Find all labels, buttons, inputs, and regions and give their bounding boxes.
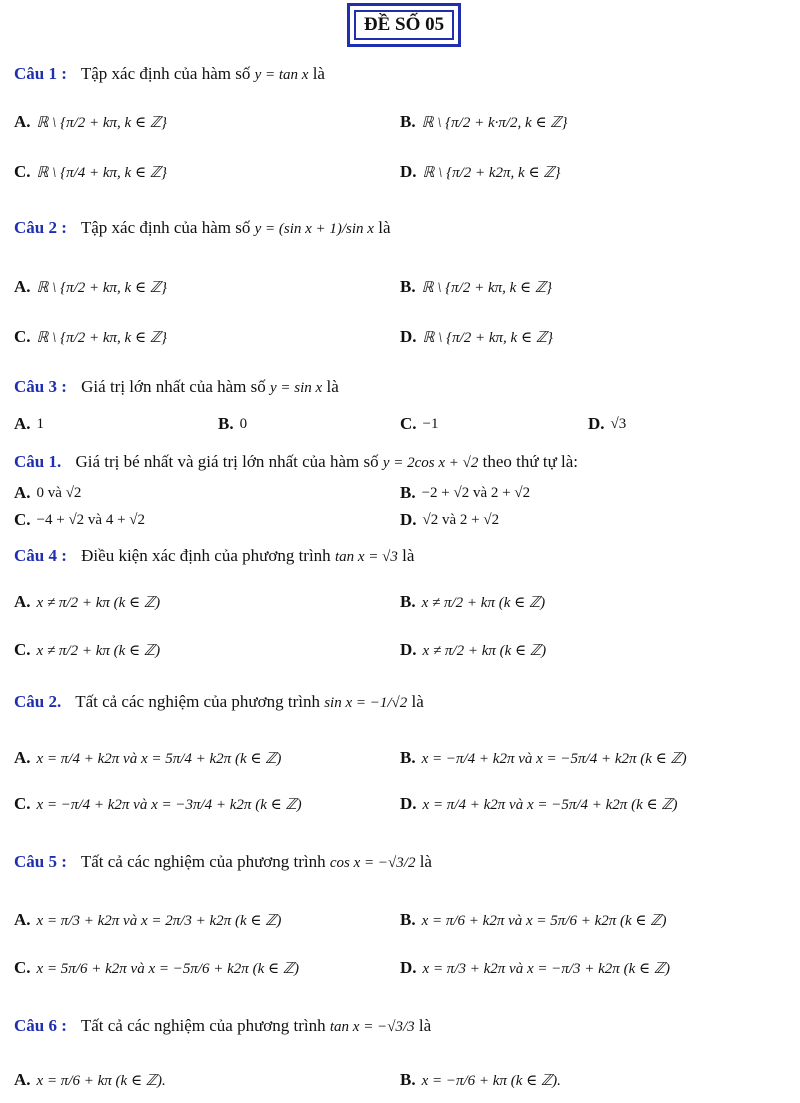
question-suffix: là [378,218,391,237]
option-letter: D. [400,794,417,813]
option-value: x = −π/6 + kπ (k ∈ ℤ). [421,1072,561,1089]
question-label: Câu 1 : [14,64,67,83]
option-value: x = 5π/6 + k2π và x = −5π/6 + k2π (k ∈ ℤ) [36,960,299,977]
option-letter: A. [14,748,31,767]
question-expr: cos x = −√3/2 [329,855,416,871]
option-letter: C. [14,510,31,529]
question-label: Câu 5 : [14,852,67,871]
option-letter: B. [400,748,416,767]
question-label: Câu 3 : [14,377,67,396]
option-value: x ≠ π/2 + kπ (k ∈ ℤ) [36,642,161,659]
option-value: x = −π/4 + k2π và x = −5π/4 + k2π (k ∈ ℤ) [421,750,687,767]
option-letter: B. [400,592,416,611]
option-value: 0 và √2 [36,484,82,501]
option-value: ℝ \ {π/2 + kπ, k ∈ ℤ} [36,114,167,131]
question-text: Giá trị bé nhất và giá trị lớn nhất của hàm số [75,452,379,471]
option-c[interactable] [14,510,145,530]
option-c[interactable] [14,162,167,182]
option-value: ℝ \ {π/2 + kπ, k ∈ ℤ} [36,329,167,346]
question-label: Câu 1. [14,452,62,471]
question-label: Câu 2. [14,692,62,711]
option-b[interactable] [218,414,247,434]
option-c[interactable] [14,640,160,660]
question-5 [14,546,414,566]
question-text: Tất cả các nghiệm của phương trình [80,852,326,871]
option-letter: B. [400,277,416,296]
option-a[interactable] [14,910,281,930]
option-letter: A. [14,112,31,131]
question-suffix: là [419,852,432,871]
option-letter: A. [14,277,31,296]
option-letter: D. [400,510,417,529]
option-value: ℝ \ {π/2 + kπ, k ∈ ℤ} [422,329,553,346]
option-b[interactable] [400,748,687,768]
option-value: −1 [422,415,439,432]
option-value: ℝ \ {π/4 + kπ, k ∈ ℤ} [36,164,167,181]
option-letter: A. [14,1070,31,1089]
option-b[interactable] [400,910,666,930]
option-value: x = π/6 + kπ (k ∈ ℤ). [36,1072,166,1089]
option-d[interactable] [400,958,670,978]
option-d[interactable] [400,640,546,660]
page-title: ĐỀ SỐ 05 [354,10,454,40]
option-value: x ≠ π/2 + kπ (k ∈ ℤ) [422,642,547,659]
option-a[interactable] [14,277,167,297]
option-d[interactable] [400,327,553,347]
question-expr: y = (sin x + 1)/sin x [254,221,374,237]
question-suffix: là [402,546,415,565]
question-expr: y = 2cos x + √2 [382,455,479,471]
option-value: x = −π/4 + k2π và x = −3π/4 + k2π (k ∈ ℤ) [36,796,302,813]
option-letter: C. [14,640,31,659]
question-6 [14,692,424,712]
option-value: x = π/6 + k2π và x = 5π/6 + k2π (k ∈ ℤ) [421,912,667,929]
option-value: x ≠ π/2 + kπ (k ∈ ℤ) [36,594,161,611]
option-letter: C. [14,794,31,813]
title-box [347,3,461,47]
question-text: Giá trị lớn nhất của hàm số [81,377,266,396]
option-b[interactable] [400,592,545,612]
question-suffix: là [411,692,424,711]
option-letter: D. [400,958,417,977]
option-value: ℝ \ {π/2 + k·π/2, k ∈ ℤ} [421,114,568,131]
option-a[interactable] [14,592,160,612]
option-c[interactable] [14,327,167,347]
option-value: 1 [36,415,45,432]
option-b[interactable] [400,1070,561,1090]
question-1 [14,64,325,84]
option-d[interactable] [400,162,560,182]
question-suffix: theo thứ tự là: [482,452,579,471]
option-value: x = π/4 + k2π và x = 5π/4 + k2π (k ∈ ℤ) [36,750,282,767]
question-label: Câu 4 : [14,546,67,565]
option-value: x = π/3 + k2π và x = 2π/3 + k2π (k ∈ ℤ) [36,912,282,929]
option-b[interactable] [400,277,552,297]
option-letter: B. [218,414,234,433]
option-letter: C. [400,414,417,433]
option-value: −2 + √2 và 2 + √2 [421,484,531,501]
question-text: Tập xác định của hàm số [80,64,251,83]
question-expr: y = sin x [270,380,323,396]
question-expr: tan x = √3 [334,549,398,565]
question-expr: tan x = −√3/3 [329,1019,415,1035]
option-d[interactable] [400,510,499,530]
option-letter: A. [14,483,31,502]
option-value: −4 + √2 và 4 + √2 [36,511,146,528]
question-text: Tất cả các nghiệm của phương trình [75,692,320,711]
question-2 [14,218,391,238]
option-d[interactable] [588,414,626,434]
option-a[interactable] [14,483,81,503]
question-label: Câu 2 : [14,218,67,237]
option-c[interactable] [14,794,302,814]
option-letter: B. [400,1070,416,1089]
option-a[interactable] [14,1070,166,1090]
option-value: x = π/4 + k2π và x = −5π/4 + k2π (k ∈ ℤ) [422,796,678,813]
option-letter: B. [400,910,416,929]
question-suffix: là [312,64,325,83]
option-c[interactable] [400,414,439,434]
option-letter: A. [14,414,31,433]
option-letter: C. [14,162,31,181]
option-letter: D. [400,640,417,659]
option-letter: D. [400,162,417,181]
option-a[interactable] [14,112,167,132]
question-text: Điều kiện xác định của phương trình [81,546,331,565]
question-4 [14,452,578,472]
question-7 [14,852,432,872]
option-letter: B. [400,112,416,131]
option-value: ℝ \ {π/2 + kπ, k ∈ ℤ} [36,279,167,296]
question-text: Tất cả các nghiệm của phương trình [80,1016,326,1035]
option-letter: C. [14,327,31,346]
option-b[interactable] [400,112,567,132]
option-value: 0 [239,415,248,432]
question-suffix: là [326,377,339,396]
option-b[interactable] [400,483,530,503]
option-letter: B. [400,483,416,502]
option-value: ℝ \ {π/2 + k2π, k ∈ ℤ} [422,164,561,181]
option-letter: A. [14,910,31,929]
option-value: ℝ \ {π/2 + kπ, k ∈ ℤ} [421,279,553,296]
option-letter: C. [14,958,31,977]
option-value: x = π/3 + k2π và x = −π/3 + k2π (k ∈ ℤ) [422,960,670,977]
option-value: √3 [610,415,627,432]
question-expr: sin x = −1/√2 [324,695,408,711]
question-suffix: là [418,1016,432,1035]
question-8 [14,1016,431,1036]
question-expr: y = tan x [254,67,309,83]
question-text: Tập xác định của hàm số [80,218,251,237]
question-label: Câu 6 : [14,1016,67,1035]
option-letter: D. [588,414,605,433]
option-c[interactable] [14,958,299,978]
option-a[interactable] [14,748,281,768]
question-3 [14,377,339,397]
option-letter: D. [400,327,417,346]
option-value: √2 và 2 + √2 [422,511,500,528]
option-value: x ≠ π/2 + kπ (k ∈ ℤ) [421,594,546,611]
option-letter: A. [14,592,31,611]
option-a[interactable] [14,414,44,434]
option-d[interactable] [400,794,678,814]
